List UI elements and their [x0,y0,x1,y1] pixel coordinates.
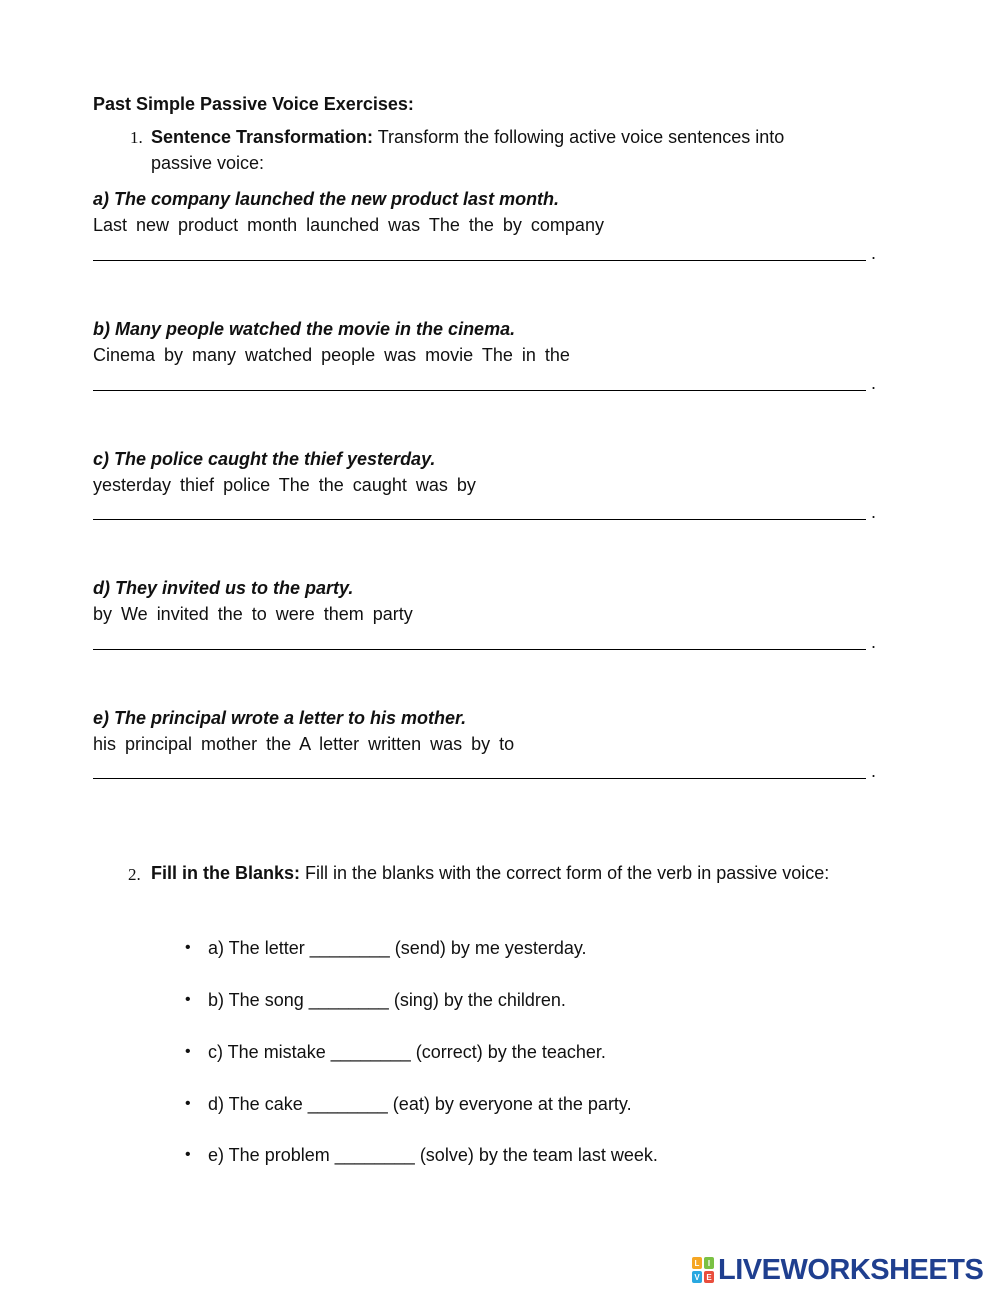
question-d-words: by We invited the to were them party [93,604,413,624]
question-a-sentence: a) The company launched the new product last month. [93,189,560,209]
logo-mark-i: I [704,1257,714,1269]
question-b-answer-line[interactable] [93,390,866,391]
question-c-answer-line[interactable] [93,519,866,520]
liveworksheets-logo-text: LIVEWORKSHEETS [718,1253,984,1286]
page-title: Past Simple Passive Voice Exercises: [93,94,414,114]
question-c-period: . [871,502,877,522]
section1-instruction-line2: passive voice: [151,153,265,173]
bullet-d: • [185,1095,191,1112]
question-e-sentence: e) The principal wrote a letter to his mother. [93,708,467,728]
section2-number: 2. [128,865,141,884]
question-c-sentence: c) The police caught the thief yesterday. [93,449,436,469]
section2-text: Fill in the blanks with the correct form of the verb in passive voice: [300,863,830,883]
section1-number: 1. [130,128,143,147]
section1-heading: Sentence Transformation: [151,127,374,147]
fill-item-a[interactable]: a) The letter ________ (send) by me yesterday. [208,938,587,958]
bullet-e: • [185,1146,191,1163]
question-e-period: . [871,761,877,781]
section2-heading: Fill in the Blanks: [151,863,301,883]
question-c-words: yesterday thief police The the caught was by [93,475,476,495]
question-b-sentence: b) Many people watched the movie in the cinema. [93,319,516,339]
question-a-period: . [871,243,877,263]
fill-item-b[interactable]: b) The song ________ (sing) by the children. [208,990,566,1010]
question-b-period: . [871,373,877,393]
fill-item-c[interactable]: c) The mistake ________ (correct) by the teacher. [208,1042,606,1062]
question-a-answer-line[interactable] [93,260,866,261]
question-a-words: Last new product month launched was The the by company [93,215,604,235]
section1-instruction [151,124,784,150]
question-e-words: his principal mother the A letter written was by to [93,734,515,754]
bullet-c: • [185,1043,191,1060]
question-d-period: . [871,632,877,652]
question-d-sentence: d) They invited us to the party. [93,578,354,598]
liveworksheets-logo-icon [692,1257,714,1283]
logo-mark-l: L [692,1257,702,1269]
fill-item-d[interactable]: d) The cake ________ (eat) by everyone at the party. [208,1094,632,1114]
bullet-a: • [185,939,191,956]
question-e-answer-line[interactable] [93,778,866,779]
liveworksheets-logo [692,1254,983,1286]
logo-mark-v: V [692,1271,702,1283]
question-b-words: Cinema by many watched people was movie The in the [93,345,570,365]
section2-instruction [151,860,829,886]
question-d-answer-line[interactable] [93,649,866,650]
fill-item-e[interactable]: e) The problem ________ (solve) by the team last week. [208,1145,658,1165]
bullet-b: • [185,991,191,1008]
logo-mark-e: E [704,1271,714,1283]
section1-text: Transform the following active voice sentences into [373,127,785,147]
